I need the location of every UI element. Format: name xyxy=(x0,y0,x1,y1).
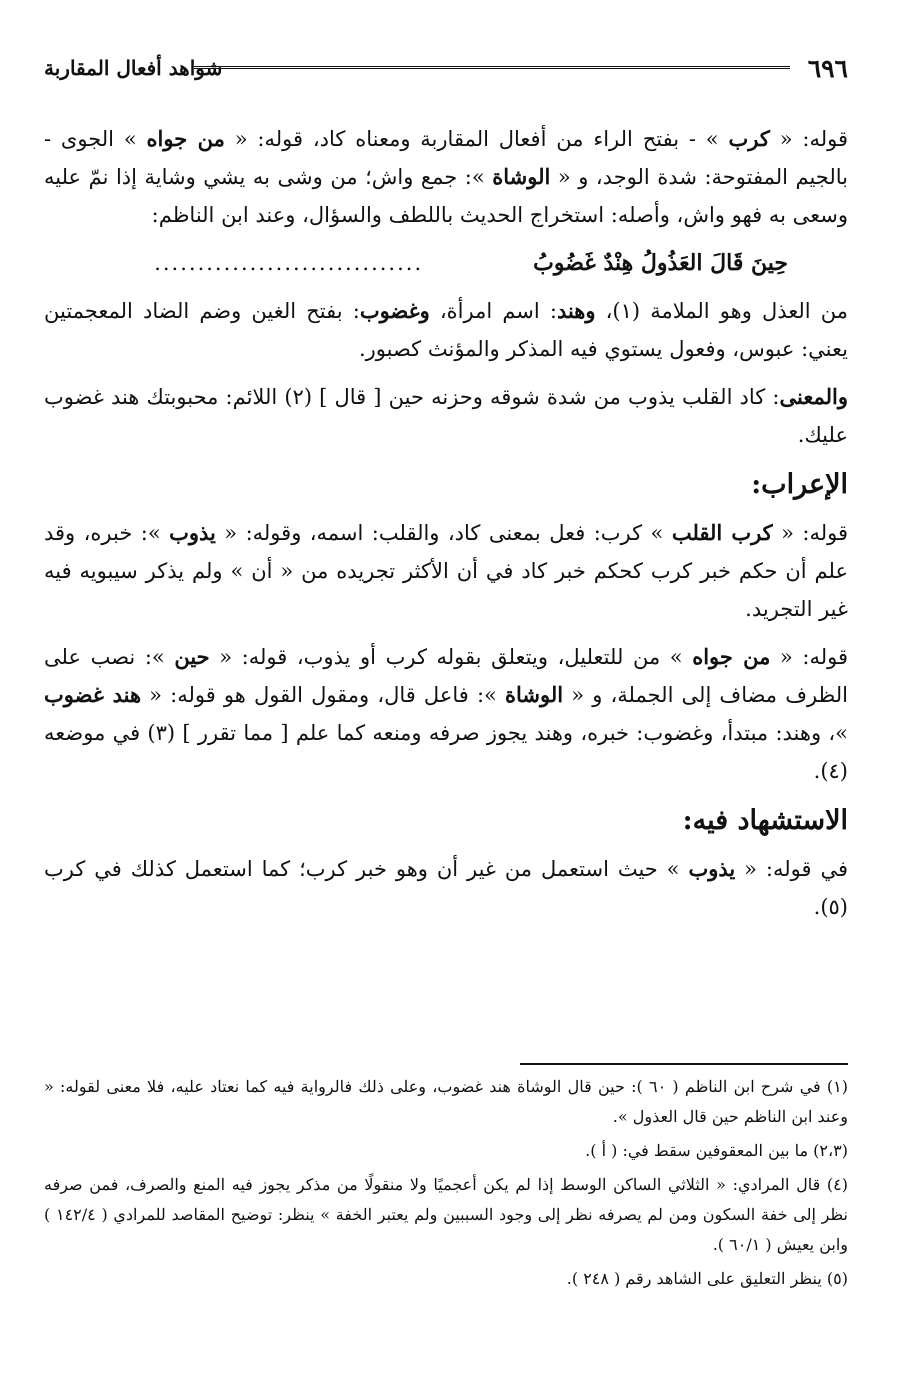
heading-irab: الإعراب: xyxy=(751,469,848,500)
bold-term: الوشاة xyxy=(492,164,551,189)
text-run: » حيث استعمل من غير أن وهو خبر كرب؛ كما استعمل كذلك في كرب (٥). xyxy=(44,857,848,919)
paragraph-vocabulary xyxy=(44,120,848,234)
heading-istishhad: الاستشهاد فيه: xyxy=(682,805,848,836)
main-text xyxy=(44,120,848,936)
bold-term: يذوب xyxy=(688,856,736,881)
bold-term: وهند xyxy=(556,298,596,323)
footnote-5: (٥) ينظر التعليق على الشاهد رقم ( ٢٤٨ ). xyxy=(566,1269,848,1288)
text-run: قوله: « xyxy=(772,521,848,545)
bold-term: كرب xyxy=(728,126,770,151)
paragraph-irab-2 xyxy=(44,638,848,790)
footnote-separator xyxy=(520,1063,848,1065)
text-run: : كاد القلب يذوب من شدة شوقه وحزنه حين [ قال ] (٢) اللائم: محبوبتك هند غضوب عليك. xyxy=(44,385,848,447)
bold-term: من جواه xyxy=(692,644,771,669)
text-run: »: جمع واش؛ من وشى به يشي وشاية إذا نمّ عليه وسعى به فهو واش، وأصله: استخراج الحديث باللطف والسؤال، وعند ابن الناظم: xyxy=(44,165,848,227)
verse-hemistich: حِينَ قَالَ العَذُولُ هِنْدٌ غَضُوبُ xyxy=(533,250,788,276)
footnote-4: (٤) قال المرادي: « الثلاثي الساكن الوسط إذا لم يكن أعجميًا ولا منقولًا من مذكر يجوز فيه المنع والصرف، فمن صرفه نظر إلى خفة السكون ومن لم يصرفه نظر إلى وجود السببين ولم يعتبر الخفة » ينظر: توضيح المقاصد للمرادي ( ١٤٢/٤ ) وابن يعيش ( ٦٠/١ ). xyxy=(44,1175,849,1254)
text-run: قوله: « xyxy=(770,645,848,669)
bold-term: من جواه xyxy=(146,126,225,151)
bold-term: كرب القلب xyxy=(671,520,773,545)
paragraph-irab-1 xyxy=(44,514,848,628)
paragraph-istishhad xyxy=(44,850,848,926)
verse-ellipsis: ............................... xyxy=(154,251,424,275)
verse-line xyxy=(44,244,848,282)
bold-term: يذوب xyxy=(169,520,216,545)
text-run: : اسم امرأة، xyxy=(429,299,557,323)
text-run: »، وهند: مبتدأ، وغضوب: خبره، وهند يجوز صرفه ومنعه كما علم [ مما تقرر ] (٣) في موضعه (٤). xyxy=(44,721,849,783)
text-run: »: خبره، وقد علم أن حكم خبر كرب كحكم خبر كاد في أن الأكثر تجريده من « أن » ولم يذكر سيبويه فيه غير التجريد. xyxy=(44,521,848,621)
text-run: »: فاعل قال، ومقول القول هو قوله: « xyxy=(141,683,506,707)
page-header xyxy=(44,50,848,86)
bold-term: حين xyxy=(174,644,210,669)
running-title: شواهد أفعال المقاربة xyxy=(44,56,223,80)
header-double-rule xyxy=(194,66,790,72)
page-number: ٦٩٦ xyxy=(807,54,848,83)
text-run: : بفتح الغين وضم الضاد المعجمتين يعني: عبوس، وفعول يستوي فيه المذكر والمؤنث كصبور. xyxy=(44,299,848,361)
bold-term: وغضوب xyxy=(359,298,430,323)
text-run: من العذل وهو الملامة (١)، xyxy=(595,299,848,323)
text-run: » كرب: فعل بمعنى كاد، والقلب: اسمه، وقوله: « xyxy=(215,521,672,545)
text-run: » الجوى - بالجيم المفتوحة: شدة الوجد، و « xyxy=(44,127,848,189)
bold-term: والمعنى xyxy=(779,384,848,409)
text-run: » - بفتح الراء من أفعال المقاربة ومعناه كاد، قوله: « xyxy=(224,127,729,151)
text-run: » من للتعليل، ويتعلق بقوله كرب أو يذوب، قوله: « xyxy=(209,645,693,669)
text-run: قوله: « xyxy=(769,127,848,151)
bold-term: هند غضوب xyxy=(44,682,142,707)
bold-term: الوشاة xyxy=(505,682,564,707)
footnote-1: (١) في شرح ابن الناظم ( ٦٠ ): حين قال الوشاة هند غضوب، وعلى ذلك فالرواية فيه كما نعتاد عليه، فلا معنى لقوله: « وعند ابن الناظم حين قال العذول ». xyxy=(44,1077,848,1126)
footnotes xyxy=(44,1072,848,1294)
text-run: في قوله: « xyxy=(735,857,848,881)
paragraph-meaning xyxy=(44,378,848,454)
paragraph-definitions xyxy=(44,292,848,368)
footnote-2-3: (٢،٣) ما بين المعقوفين سقط في: ( أ ). xyxy=(585,1141,848,1160)
text-run: »: نصب على الظرف مضاف إلى الجملة، و « xyxy=(44,645,849,707)
